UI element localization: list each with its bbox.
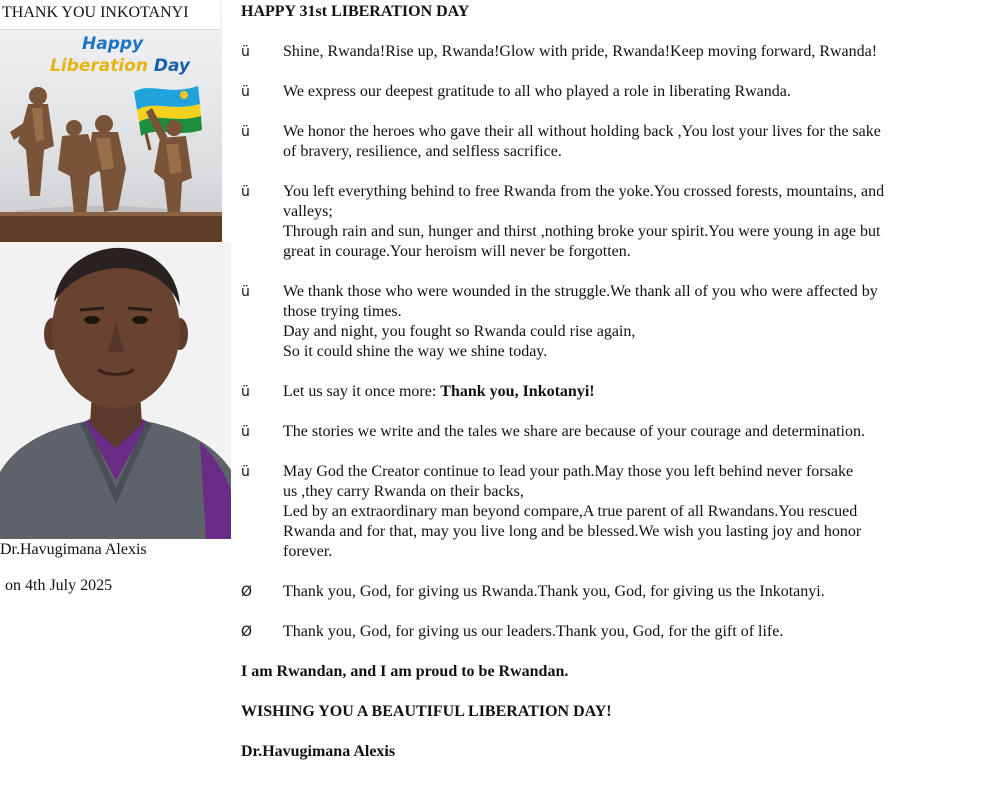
check-bullet-icon: ü (241, 84, 250, 100)
text-line: Led by an extraordinary man beyond compare,A true parent of all Rwandans.You rescued (283, 503, 858, 520)
banner-liberation-day-text (50, 56, 190, 76)
signature: Dr.Havugimana Alexis (241, 743, 396, 760)
check-bullet-icon: ü (241, 44, 250, 60)
list-item (241, 282, 981, 362)
text-line: You left everything behind to free Rwanda from the yoke.You crossed forests, mountains, and (283, 183, 885, 200)
person-portrait-illustration (0, 242, 231, 539)
text-line: Shine, Rwanda!Rise up, Rwanda!Glow with pride, Rwanda!Keep moving forward, Rwanda! (283, 43, 878, 60)
check-bullet-icon: ü (241, 424, 250, 440)
list-item (241, 462, 981, 562)
text-line: Thank you, God, for giving us Rwanda.Thank you, God, for giving us the Inkotanyi. (283, 583, 825, 600)
thank-prefix: Let us say it once more: (283, 383, 441, 400)
check-bullet-icon: ü (241, 384, 250, 400)
list-item (241, 82, 981, 102)
arrow-bullet-icon: Ø (241, 584, 253, 600)
letter-body (241, 0, 981, 782)
text-line: us ,they carry Rwanda on their backs, (283, 483, 524, 500)
banner-happy-text: Happy (82, 34, 144, 54)
text-line: We thank those who were wounded in the struggle.We thank all of you who were affected by (283, 283, 878, 300)
liberation-day-banner (0, 0, 222, 242)
text-line: Rwanda and for that, may you live long and be blessed.We wish you lasting joy and honor (283, 523, 862, 540)
list-item (241, 422, 981, 442)
list-item-text (283, 122, 973, 162)
list-item-text (283, 622, 973, 642)
left-panel (0, 0, 232, 804)
text-line: Thank you, God, for giving us our leaders.Thank you, God, for the gift of life. (283, 623, 784, 640)
text-line: We honor the heroes who gave their all without holding back ,You lost your lives for the sake (283, 123, 881, 140)
list-item-text (283, 382, 973, 402)
list-item-text (283, 182, 973, 262)
text-line: those trying times. (283, 303, 402, 320)
banner-liberation-word: Liberation (50, 56, 148, 76)
portrait-photo (0, 242, 231, 539)
portrait-name: Dr.Havugimana Alexis (0, 541, 147, 558)
thank-inkotanyi-bold: Thank you, Inkotanyi! (440, 383, 595, 400)
text-line: So it could shine the way we shine today. (283, 343, 548, 360)
date-line: on 4th July 2025 (5, 577, 113, 594)
proud-rwandan-line: I am Rwandan, and I am proud to be Rwandan. (241, 663, 569, 680)
letter-heading: HAPPY 31st LIBERATION DAY (241, 3, 470, 20)
text-line: of bravery, resilience, and selfless sacrifice. (283, 143, 562, 160)
check-bullet-icon: ü (241, 124, 250, 140)
text-line: We express our deepest gratitude to all who played a role in liberating Rwanda. (283, 83, 791, 100)
list-item-text (283, 462, 973, 562)
list-item (241, 622, 981, 642)
list-item (241, 42, 981, 62)
gratitude-list (241, 42, 981, 642)
text-line: May God the Creator continue to lead your path.May those you left behind never forsake (283, 463, 854, 480)
text-line: The stories we write and the tales we share are because of your courage and determination. (283, 423, 865, 440)
list-item (241, 182, 981, 262)
text-line (283, 382, 973, 402)
text-line: Through rain and sun, hunger and thirst ,nothing broke your spirit.You were young in age but (283, 223, 881, 240)
list-item (241, 382, 981, 402)
list-item (241, 122, 981, 162)
list-item-text (283, 42, 973, 62)
wishing-line: WISHING YOU A BEAUTIFUL LIBERATION DAY! (241, 703, 612, 720)
text-line: great in courage.Your heroism will never be forgotten. (283, 243, 631, 260)
check-bullet-icon: ü (241, 464, 250, 480)
banner-day-word: Day (153, 56, 191, 76)
check-bullet-icon: ü (241, 184, 250, 200)
text-line: Day and night, you fought so Rwanda could rise again, (283, 323, 636, 340)
list-item-text (283, 582, 973, 602)
text-line: forever. (283, 543, 333, 560)
list-item (241, 582, 981, 602)
text-line: valleys; (283, 203, 333, 220)
list-item-text (283, 282, 973, 362)
thank-you-title: THANK YOU INKOTANYI (0, 0, 220, 30)
check-bullet-icon: ü (241, 284, 250, 300)
list-item-text (283, 422, 973, 442)
list-item-text (283, 82, 973, 102)
arrow-bullet-icon: Ø (241, 624, 253, 640)
